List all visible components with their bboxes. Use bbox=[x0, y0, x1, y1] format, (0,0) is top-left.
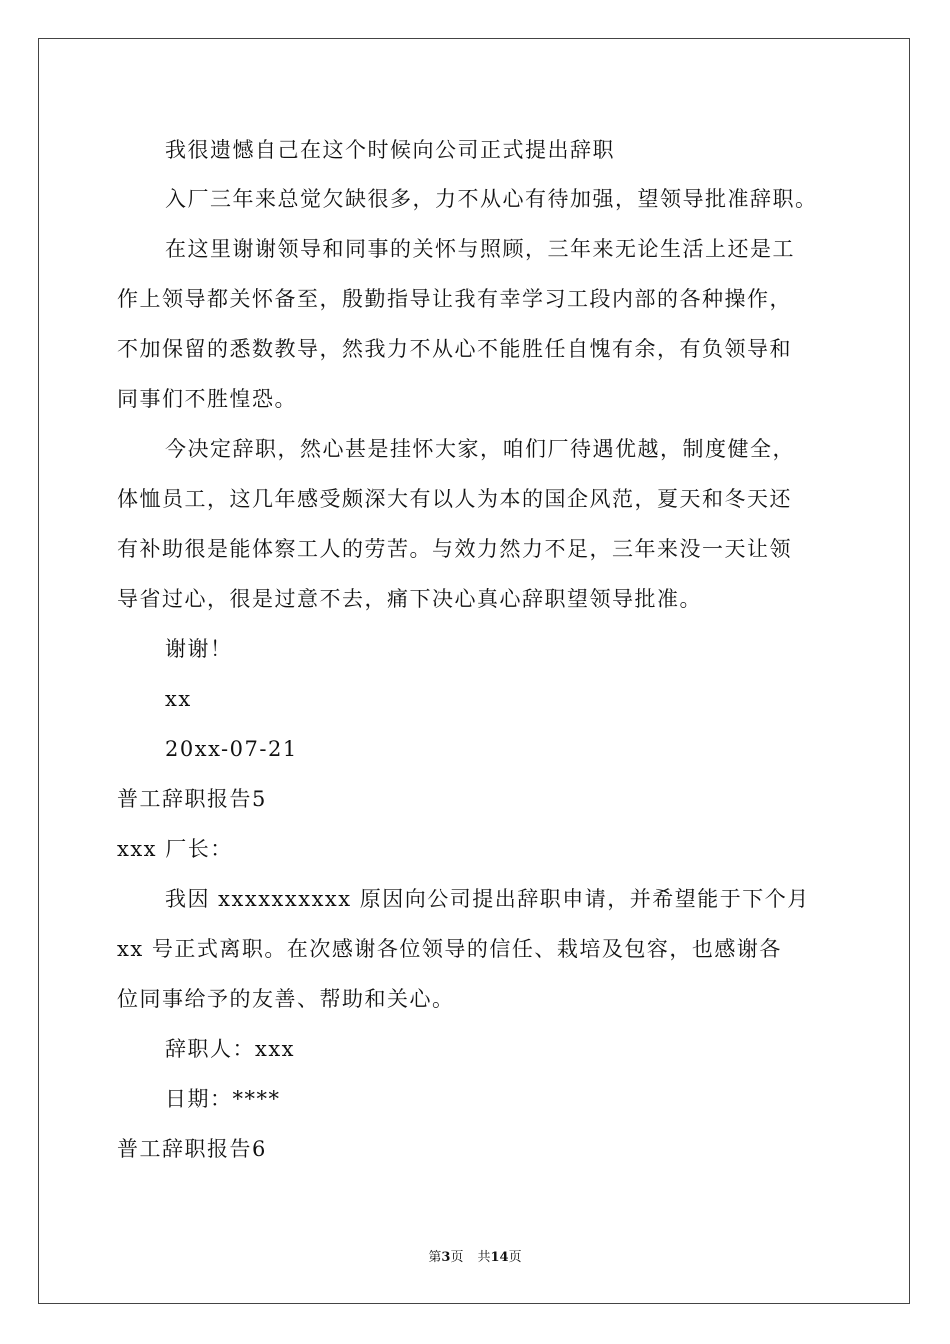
paragraph-line: 入厂三年来总觉欠缺很多，力不从心有待加强，望领导批准辞职。 bbox=[165, 187, 818, 211]
paragraph-line: xx 号正式离职。在次感谢各位领导的信任、栽培及包容，也感谢各 bbox=[117, 937, 782, 961]
paragraph-line: 有补助很是能体察工人的劳苦。与效力然力不足，三年来没一天让领 bbox=[117, 537, 792, 561]
resigner-line: 辞职人：xxx bbox=[165, 1037, 296, 1061]
paragraph-line: 作上领导都关怀备至，殷勤指导让我有幸学习工段内部的各种操作， bbox=[117, 287, 792, 311]
footer-page-suffix: 页 bbox=[450, 1250, 464, 1265]
page-footer bbox=[0, 1246, 950, 1265]
footer-page-number: 3 bbox=[441, 1250, 451, 1265]
paragraph-line: 同事们不胜惶恐。 bbox=[117, 387, 297, 411]
paragraph-line: 我因 xxxxxxxxxx 原因向公司提出辞职申请，并希望能于下个月 bbox=[165, 887, 810, 911]
footer-total-suffix: 页 bbox=[508, 1250, 522, 1265]
paragraph-line: 我很遗憾自己在这个时候向公司正式提出辞职 bbox=[165, 138, 615, 162]
paragraph-line: 位同事给予的友善、帮助和关心。 bbox=[117, 987, 455, 1011]
paragraph-line: 今决定辞职，然心甚是挂怀大家，咱们厂待遇优越，制度健全， bbox=[165, 437, 795, 461]
section-heading: 普工辞职报告6 bbox=[117, 1137, 267, 1161]
closing-thanks: 谢谢！ bbox=[165, 637, 233, 661]
signature-date: 20xx-07-21 bbox=[165, 737, 298, 761]
footer-page-prefix: 第 bbox=[428, 1250, 442, 1265]
salutation: xxx 厂长： bbox=[117, 837, 233, 861]
paragraph-line: 体恤员工，这几年感受颇深大有以人为本的国企风范，夏天和冬天还 bbox=[117, 487, 792, 511]
paragraph-line: 不加保留的悉数教导，然我力不从心不能胜任自愧有余，有负领导和 bbox=[117, 337, 792, 361]
paragraph-line: 在这里谢谢领导和同事的关怀与照顾，三年来无论生活上还是工 bbox=[165, 237, 795, 261]
page-border bbox=[38, 38, 910, 1304]
signature-name: xx bbox=[165, 687, 192, 711]
footer-total-prefix: 共 bbox=[477, 1250, 491, 1265]
footer-total-pages: 14 bbox=[490, 1250, 509, 1265]
section-heading: 普工辞职报告5 bbox=[117, 787, 267, 811]
paragraph-line: 导省过心，很是过意不去，痛下决心真心辞职望领导批准。 bbox=[117, 587, 702, 611]
date-line: 日期：**** bbox=[165, 1087, 281, 1111]
